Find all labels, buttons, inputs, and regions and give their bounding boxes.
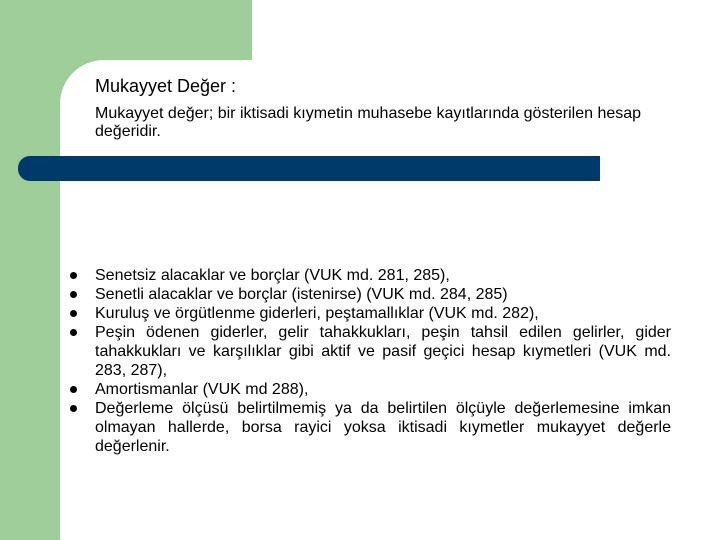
list-item	[70, 304, 671, 323]
list-item-text: Değerleme ölçüsü belirtilmemiş ya da belirtilen ölçüyle değerlemesine imkan olmayan hallerde, borsa rayici yoksa iktisadi kıymetler mukayyet değerle değerlenir.	[95, 400, 671, 455]
bullet-icon	[70, 386, 77, 393]
bullet-icon	[70, 291, 77, 298]
slide-title: Mukayyet Değer :	[95, 76, 237, 96]
definition-text: Mukayyet değer; bir iktisadi kıymetin muhasebe kayıtlarında gösterilen hesap değeridir.	[95, 105, 642, 140]
list-item-text: Kuruluş ve örgütlenme giderleri, peştamallıklar (VUK md. 282),	[95, 305, 539, 322]
list-item	[70, 399, 671, 456]
bullet-icon	[70, 310, 77, 317]
list-item	[70, 380, 671, 399]
bullet-icon	[70, 405, 77, 412]
bullet-icon	[70, 329, 77, 336]
list-item-text: Peşin ödenen giderler, gelir tahakkukları, peşin tahsil edilen gelirler, gider tahakkukları ve karşılıklar gibi aktif ve pasif geçici hesap kıymetleri (VUK md. 283, 287),	[95, 324, 671, 379]
bullet-icon	[70, 272, 77, 279]
list-item	[70, 266, 671, 285]
list-item	[70, 285, 671, 304]
list-item-text: Senetsiz alacaklar ve borçlar (VUK md. 281, 285),	[95, 267, 450, 284]
list-item	[70, 323, 671, 380]
list-item-text: Senetli alacaklar ve borçlar (istenirse) (VUK md. 284, 285)	[95, 286, 508, 303]
bullet-list	[70, 266, 671, 456]
list-item-text: Amortismanlar (VUK md 288),	[95, 381, 309, 398]
left-green-bar	[0, 0, 60, 540]
divider-bar	[18, 156, 600, 181]
